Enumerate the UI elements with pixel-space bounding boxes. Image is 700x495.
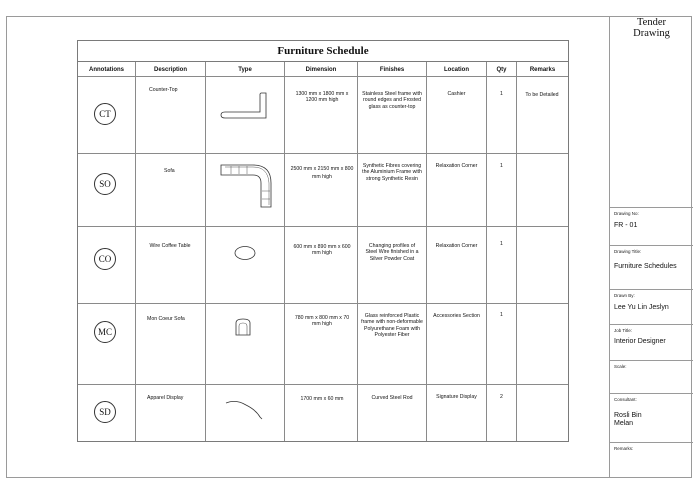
location-counter-top: Cashier — [447, 91, 466, 97]
consultant-section — [610, 393, 693, 443]
job-title: Interior Designer — [614, 338, 666, 345]
finishes-sofa: Synthetic Fibres covering the Aluminium Frame with strong Synthetic Resin — [362, 163, 422, 182]
consultant-name: Rosli Bin Melan — [614, 412, 642, 427]
job-title-section — [610, 324, 693, 361]
drawn-by: Lee Yu Lin Jeslyn — [614, 304, 669, 311]
description-apparel-display: Apparel Display — [147, 395, 184, 401]
description-counter-top: Counter-Top — [149, 87, 178, 93]
header-remarks: Remarks — [529, 67, 556, 73]
header-type: Type — [238, 67, 252, 73]
dimension-mon-coeur-sofa: 780 mm x 800 mm x 70 mm high — [294, 315, 350, 328]
qty-sofa: 1 — [500, 163, 503, 169]
scale-section — [610, 360, 693, 394]
drawn-by-label: Drawn By: — [614, 293, 635, 298]
drawn-by-section — [610, 289, 693, 325]
row-divider — [78, 153, 568, 154]
header-dimension: Dimension — [305, 67, 337, 73]
description-wire-coffee-table: Wire Coffee Table — [149, 243, 191, 249]
dimension-apparel-display: 1700 mm x 60 mm — [300, 396, 344, 402]
oval-table-icon — [233, 245, 257, 261]
finishes-mon-coeur-sofa: Glass reinforced Plastic frame with non-deformable Polyurethane Foam with Polyester Fiber — [361, 313, 423, 339]
consultant-label: Consultant: — [614, 397, 637, 402]
annotation-badge-sd: SD — [94, 401, 116, 423]
counter-top-icon — [219, 91, 269, 123]
drawing-number-label: Drawing No: — [614, 211, 639, 216]
annotation-badge-ct: CT — [94, 103, 116, 125]
location-mon-coeur-sofa: Accessories Section — [433, 313, 480, 319]
description-sofa: Sofa — [164, 168, 175, 174]
furniture-schedule-table — [77, 40, 569, 442]
drawing-title-label: Drawing Title: — [614, 249, 642, 254]
qty-counter-top: 1 — [500, 91, 503, 97]
curved-rail-icon — [224, 397, 268, 421]
annotation-badge-co: CO — [94, 248, 116, 270]
drawing-title-section — [610, 245, 693, 290]
qty-wire-coffee-table: 1 — [500, 241, 503, 247]
dimension-sofa: 2500 mm x 2150 mm x 800 mm high — [290, 166, 354, 180]
finishes-counter-top: Stainless Steel frame with round edges and Frosted glass as counter-top — [362, 91, 422, 110]
title-block-header — [610, 16, 693, 39]
header-location: Location — [444, 67, 469, 73]
remarks-section — [610, 442, 693, 479]
title-block-header-text: Tender Drawing — [633, 17, 670, 39]
remarks-label: Remarks: — [614, 446, 634, 451]
row-divider — [78, 303, 568, 304]
header-finishes: Finishes — [379, 67, 405, 73]
drawing-title: Furniture Schedules — [614, 263, 677, 270]
header-annotations: Annotations — [89, 67, 124, 73]
schedule-title: Furniture Schedule — [78, 41, 568, 62]
job-title-label: Job Title: — [614, 328, 633, 333]
qty-apparel-display: 2 — [500, 394, 503, 400]
remarks-counter-top: To be Detailed — [525, 92, 559, 98]
dimension-wire-coffee-table: 600 mm x 890 mm x 600 mm high — [293, 244, 351, 257]
drawing-number: FR - 01 — [614, 222, 638, 229]
location-apparel-display: Signature Display — [436, 394, 477, 400]
header-qty: Qty — [496, 67, 507, 73]
annotation-badge-mc: MC — [94, 321, 116, 343]
finishes-wire-coffee-table: Changing profiles of Steel Wire finished in a Silver Powder Coat — [365, 243, 419, 262]
location-wire-coffee-table: Relaxation Corner — [435, 243, 478, 249]
scale-label: Scale: — [614, 364, 627, 369]
qty-mon-coeur-sofa: 1 — [500, 312, 503, 318]
header-description: Description — [153, 67, 187, 73]
armchair-icon — [233, 317, 253, 337]
sectional-sofa-icon — [219, 163, 275, 211]
row-divider — [78, 384, 568, 385]
dimension-counter-top: 1300 mm x 1800 mm x 1200 mm high — [295, 91, 349, 104]
drawing-number-section — [610, 207, 693, 246]
title-block — [609, 16, 692, 478]
finishes-apparel-display: Curved Steel Rod — [371, 395, 413, 401]
description-mon-coeur-sofa: Mon Coeur Sofa — [147, 316, 185, 322]
location-sofa: Relaxation Corner — [435, 163, 478, 169]
row-divider — [78, 226, 568, 227]
annotation-badge-so: SO — [94, 173, 116, 195]
